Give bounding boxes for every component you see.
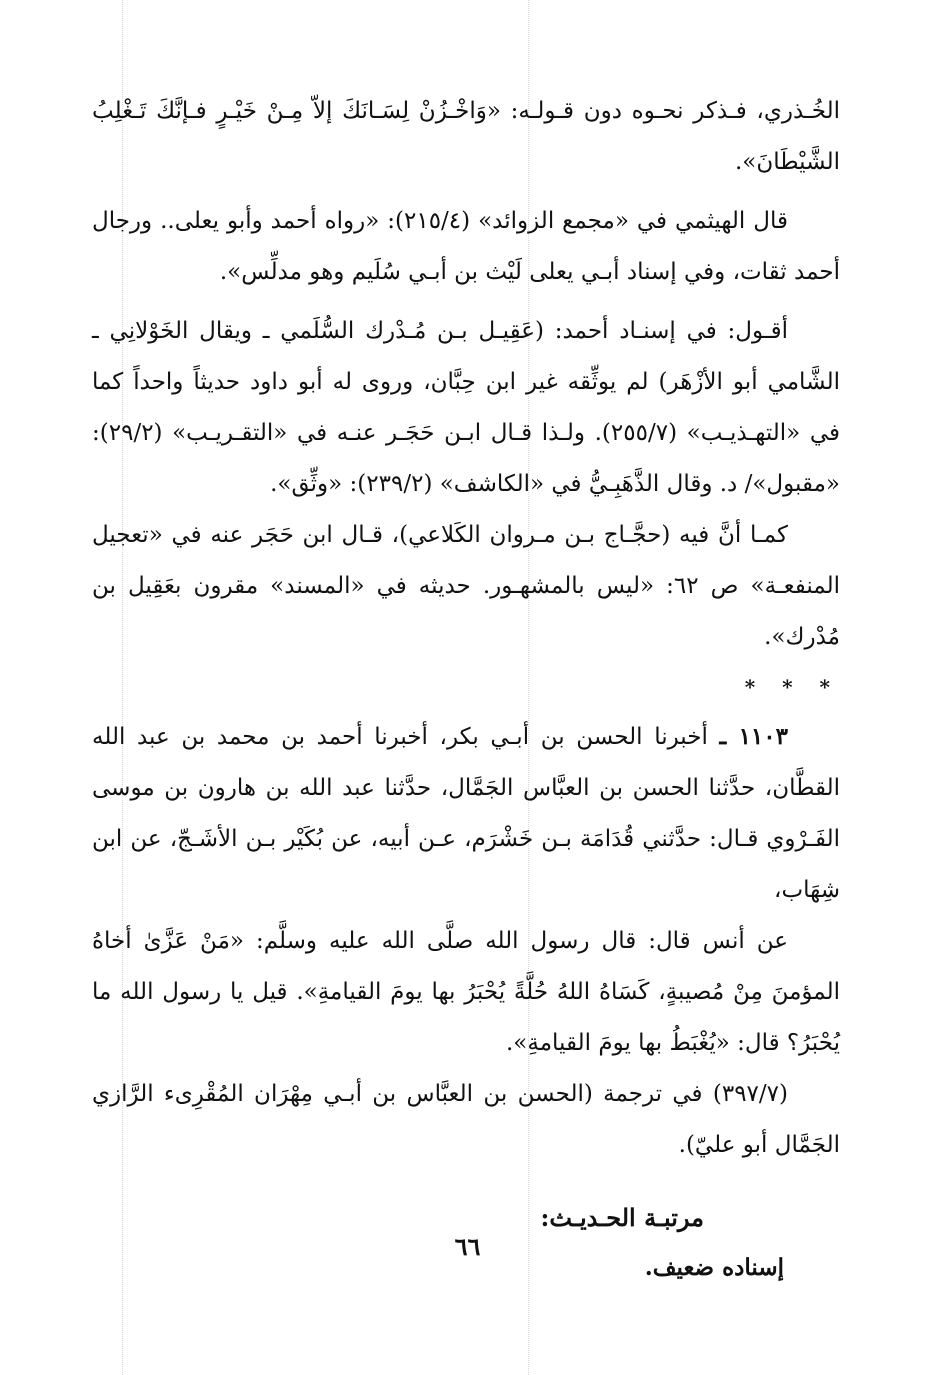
hadith-source: (٣٩٧/٧) في ترجمة (الحسن بن العبَّاس بن أبـي مِهْرَان المُقْرِىء الرَّازي الجَمَّال أبو عليّ). [92,1081,840,1158]
grade-heading: مرتبـة الحـديـث: [540,1203,704,1232]
hadith-isnad-paragraph [92,711,840,916]
intro-paragraph-4: كمـا أنَّ فيه (حجَّـاج بـن مـروان الكَلاعي)، قـال ابن حَجَر عنه في «تعجيل المنفعـة» ص ٦٢: «ليس بالمشهـور. حديثه في «المسند» مقرون بعَقِيل بن مُدْرك». [92,522,840,650]
page-number: ٦٦ [454,1232,481,1261]
hadith-isnad: أخبرنا الحسن بن أبـي بكر، أخبرنا أحمد بن محمد بن عبد الله القطَّان، حدَّثنا الحسن بن العبَّاس الجَمَّال، حدَّثنا عبد الله بن هارون بن موسى الفَـرْوي قـال: حدَّثني قُدَامَة بـن خَشْرَم، عـن أبيه، عن بُكَيْر بـن الأشَـجّ، عن ابن شِهَاب، [92,724,840,903]
hadith-matn: عن أنس قال: قال رسول الله صلَّى الله عليه وسلَّم: «مَنْ عَزَّىٰ أخاهُ المؤمنَ مِنْ مُصيبةٍ، كَسَاهُ اللهُ حُلَّةً يُحْبَرُ بها يومَ القيامةِ». قيل يا رسول الله ما يُحْبَرُ؟ قال: «يُغْبَطُ بها يومَ القيامةِ». [92,928,840,1056]
page-body [92,86,840,1293]
intro-paragraph-1: الخُـذري، فـذكر نحـوه دون قـولـه: «وَاخْـزُنْ لِسَـانَكَ إلاّ مِـنْ خَيْـرٍ فـإنَّكَ تَـغْلِبُ الشَّيْطَانَ». [92,98,840,175]
grade-text: إسناده ضعيف. [644,1254,784,1281]
section-separator: * * * [744,675,840,699]
hadith-number: ١١٠٣ ـ [719,723,788,750]
intro-paragraph-3: أقـول: في إسنـاد أحمد: (عَقِيـل بـن مُـدْرك السُّلَمي ـ ويقال الخَوْلانِي ـ الشَّامي أبو الأزْهَر) لم يوثِّقه غير ابن حِبَّان، وروى له أبو داود حديثاً واحداً كما في «التهـذيـب» (٢٥٥/٧). ولـذا قـال ابـن حَجَـر عنـه في «التقـريـب» (٢٩/٢): «مقبول»/ د. وقال الذَّهَبِـيُّ في «الكاشف» (٢٣٩/٢): «وثِّق». [92,318,840,497]
intro-paragraph-2: قال الهيثمي في «مجمع الزوائد» (٢١٥/٤): «رواه أحمد وأبو يعلى.. ورجال أحمد ثقات، وفي إسناد أبـي يعلى لَيْث بن أبـي سُلَيم وهو مدلِّس». [92,208,840,285]
